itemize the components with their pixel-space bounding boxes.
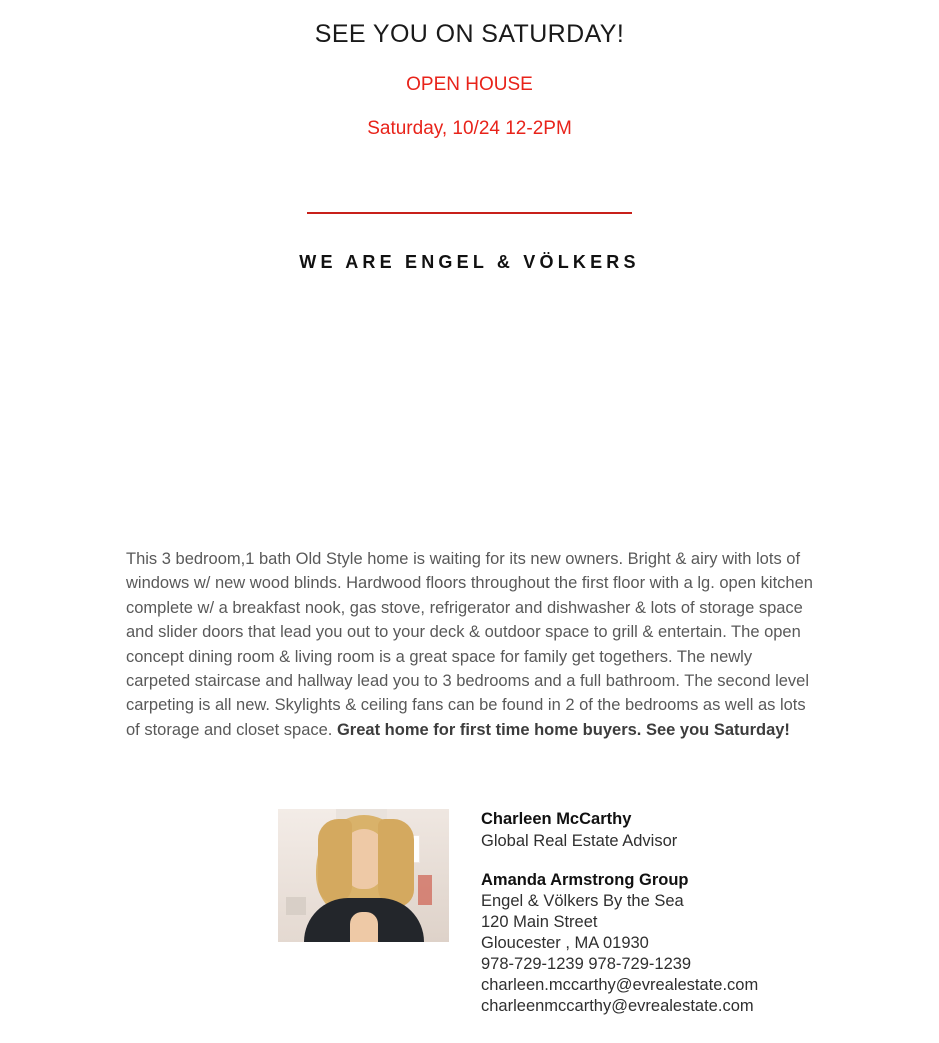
agent-email-primary[interactable]: charleen.mccarthy@evrealestate.com [481,976,759,994]
agent-address-city: Gloucester , MA 01930 [481,934,649,952]
brand-tagline: WE ARE ENGEL & VÖLKERS [299,252,640,272]
agent-group: Amanda Armstrong Group [481,871,689,889]
agent-name: Charleen McCarthy [481,810,632,828]
red-divider [307,212,632,214]
agent-address-street: 120 Main Street [481,913,598,931]
email-flyer [0,20,939,1043]
portrait-hair-right [378,819,414,907]
photo-accent-shape-secondary [286,897,306,915]
event-label: OPEN HOUSE [406,74,533,95]
agent-company: Engel & Völkers By the Sea [481,892,684,910]
agent-details [481,809,758,1016]
description-text: This 3 bedroom,1 bath Old Style home is waiting for its new owners. Bright & airy with lots of windows w/ new wood blinds. Hardwood floors throughout the first floor with a lg. open kitchen complete w/ a breakfast nook, gas stove, refrigerator and dishwasher & lots of storage space and slider doors that lead you out to your deck & outdoor space to grill & entertain. The open concept dining room & living room is a great space for family get togethers. The newly carpeted staircase and hallway lead you to 3 bedrooms and a full bathroom. The second level carpeting is all new. Skylights & ceiling fans can be found in 2 of the bedrooms as well as lots of storage and closet space. [126,550,813,739]
portrait-neckline [350,912,378,942]
photo-accent-shape [418,875,432,905]
agent-email-secondary[interactable]: charleenmccarthy@evrealestate.com [481,997,754,1015]
agent-phone[interactable]: 978-729-1239 978-729-1239 [481,955,692,973]
divider-wrapper [0,212,939,214]
agent-headshot [278,809,449,942]
event-datetime: Saturday, 10/24 12-2PM [367,118,572,139]
agent-title: Global Real Estate Advisor [481,832,678,850]
portrait-hair-left [318,819,352,903]
agent-signature [278,809,758,1016]
page-title: SEE YOU ON SATURDAY! [314,20,625,48]
description-emphasis: Great home for first time home buyers. See you Saturday! [336,720,790,739]
property-description [126,547,820,742]
